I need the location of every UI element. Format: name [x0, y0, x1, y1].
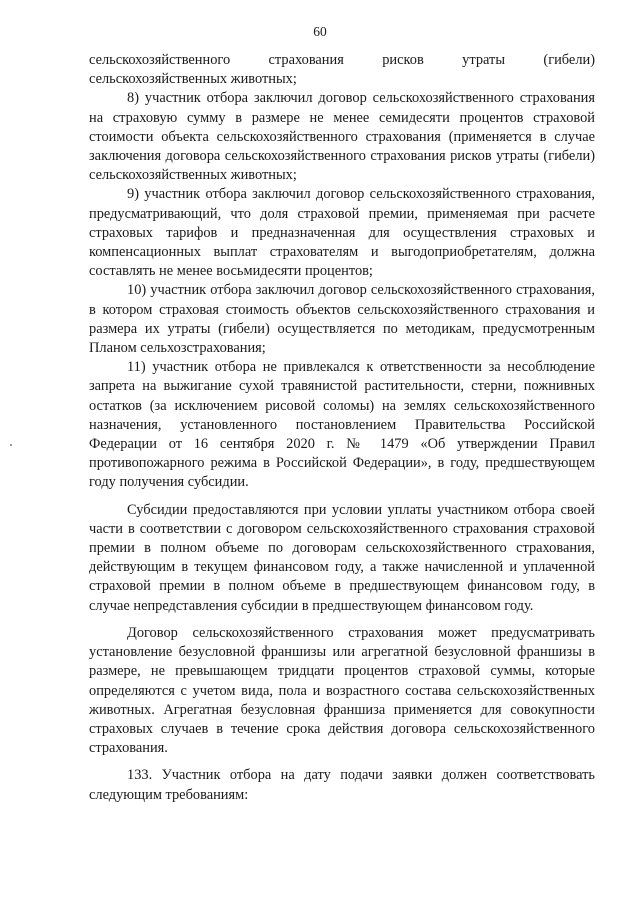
document-body — [89, 51, 595, 805]
page-number: 60 — [313, 24, 327, 39]
paragraph-item-8: 8) участник отбора заключил договор сельскохозяйственного страхования на страховую сумму в размере не менее семидесяти процентов страховой стоимости объекта сельскохозяйственного страхования (применяется в случае заключения договора сельскохозяйственного страхования рисков утраты (гибели) сельскохозяйственных животных; — [89, 90, 595, 184]
paragraph-subsidy-conditions: Субсидии предоставляются при условии уплаты участником отбора своей части в соответствии с договором сельскохозяйственного страхования страховой премии в полном объеме по договорам сельскохозяйственного страхования, действующим в текущем финансовом году, а также начисленной и уплаченной страховой премии в полном объеме в предшествующем финансовом году, в случае непредставления субсидии в предшествующем финансовом году. — [89, 501, 595, 614]
scan-mark — [10, 444, 12, 446]
paragraph-section-133: 133. Участник отбора на дату подачи заявки должен соответствовать следующим требованиям: — [89, 767, 595, 803]
paragraph-continuation: сельскохозяйственного страхования рисков утраты (гибели) сельскохозяйственных животных; — [89, 52, 595, 88]
paragraph-item-11: 11) участник отбора не привлекался к ответственности за несоблюдение запрета на выжигание сухой травянистой растительности, стерни, пожнивных остатков (за исключением рисовой соломы) на землях сельскохозяйственного назначения, установленного постановлением Правительства Российской Федерации от 16 сентября 2020 г. № 1479 «Об утверждении Правил противопожарного режима в Российской Федерации», в году, предшествующем году получения субсидии. — [89, 359, 595, 491]
paragraph-item-9: 9) участник отбора заключил договор сельскохозяйственного страхования, предусматривающий, что доля страховой премии, применяемая при расчете страховых тарифов и предназначенная для осуществления страховых и компенсационных выплат страхователям и выгодоприобретателям, должна составлять не менее восьмидесяти процентов; — [89, 186, 595, 280]
paragraph-item-10: 10) участник отбора заключил договор сельскохозяйственного страхования, в котором страховая стоимость объектов сельскохозяйственного страхования и размера их утраты (гибели) осуществляется по методикам, предусмотренным Планом сельхозстрахования; — [89, 282, 595, 357]
paragraph-franchise: Договор сельскохозяйственного страхования может предусматривать установление безусловной франшизы или агрегатной безусловной франшизы в размере, не превышающем тридцати процентов страховой суммы, которые определяются с учетом вида, пола и возрастного состава сельскохозяйственных животных. Агрегатная безусловная франшиза применяется для совокупности страховых случаев в течение срока действия договора сельскохозяйственного страхования. — [89, 624, 595, 757]
